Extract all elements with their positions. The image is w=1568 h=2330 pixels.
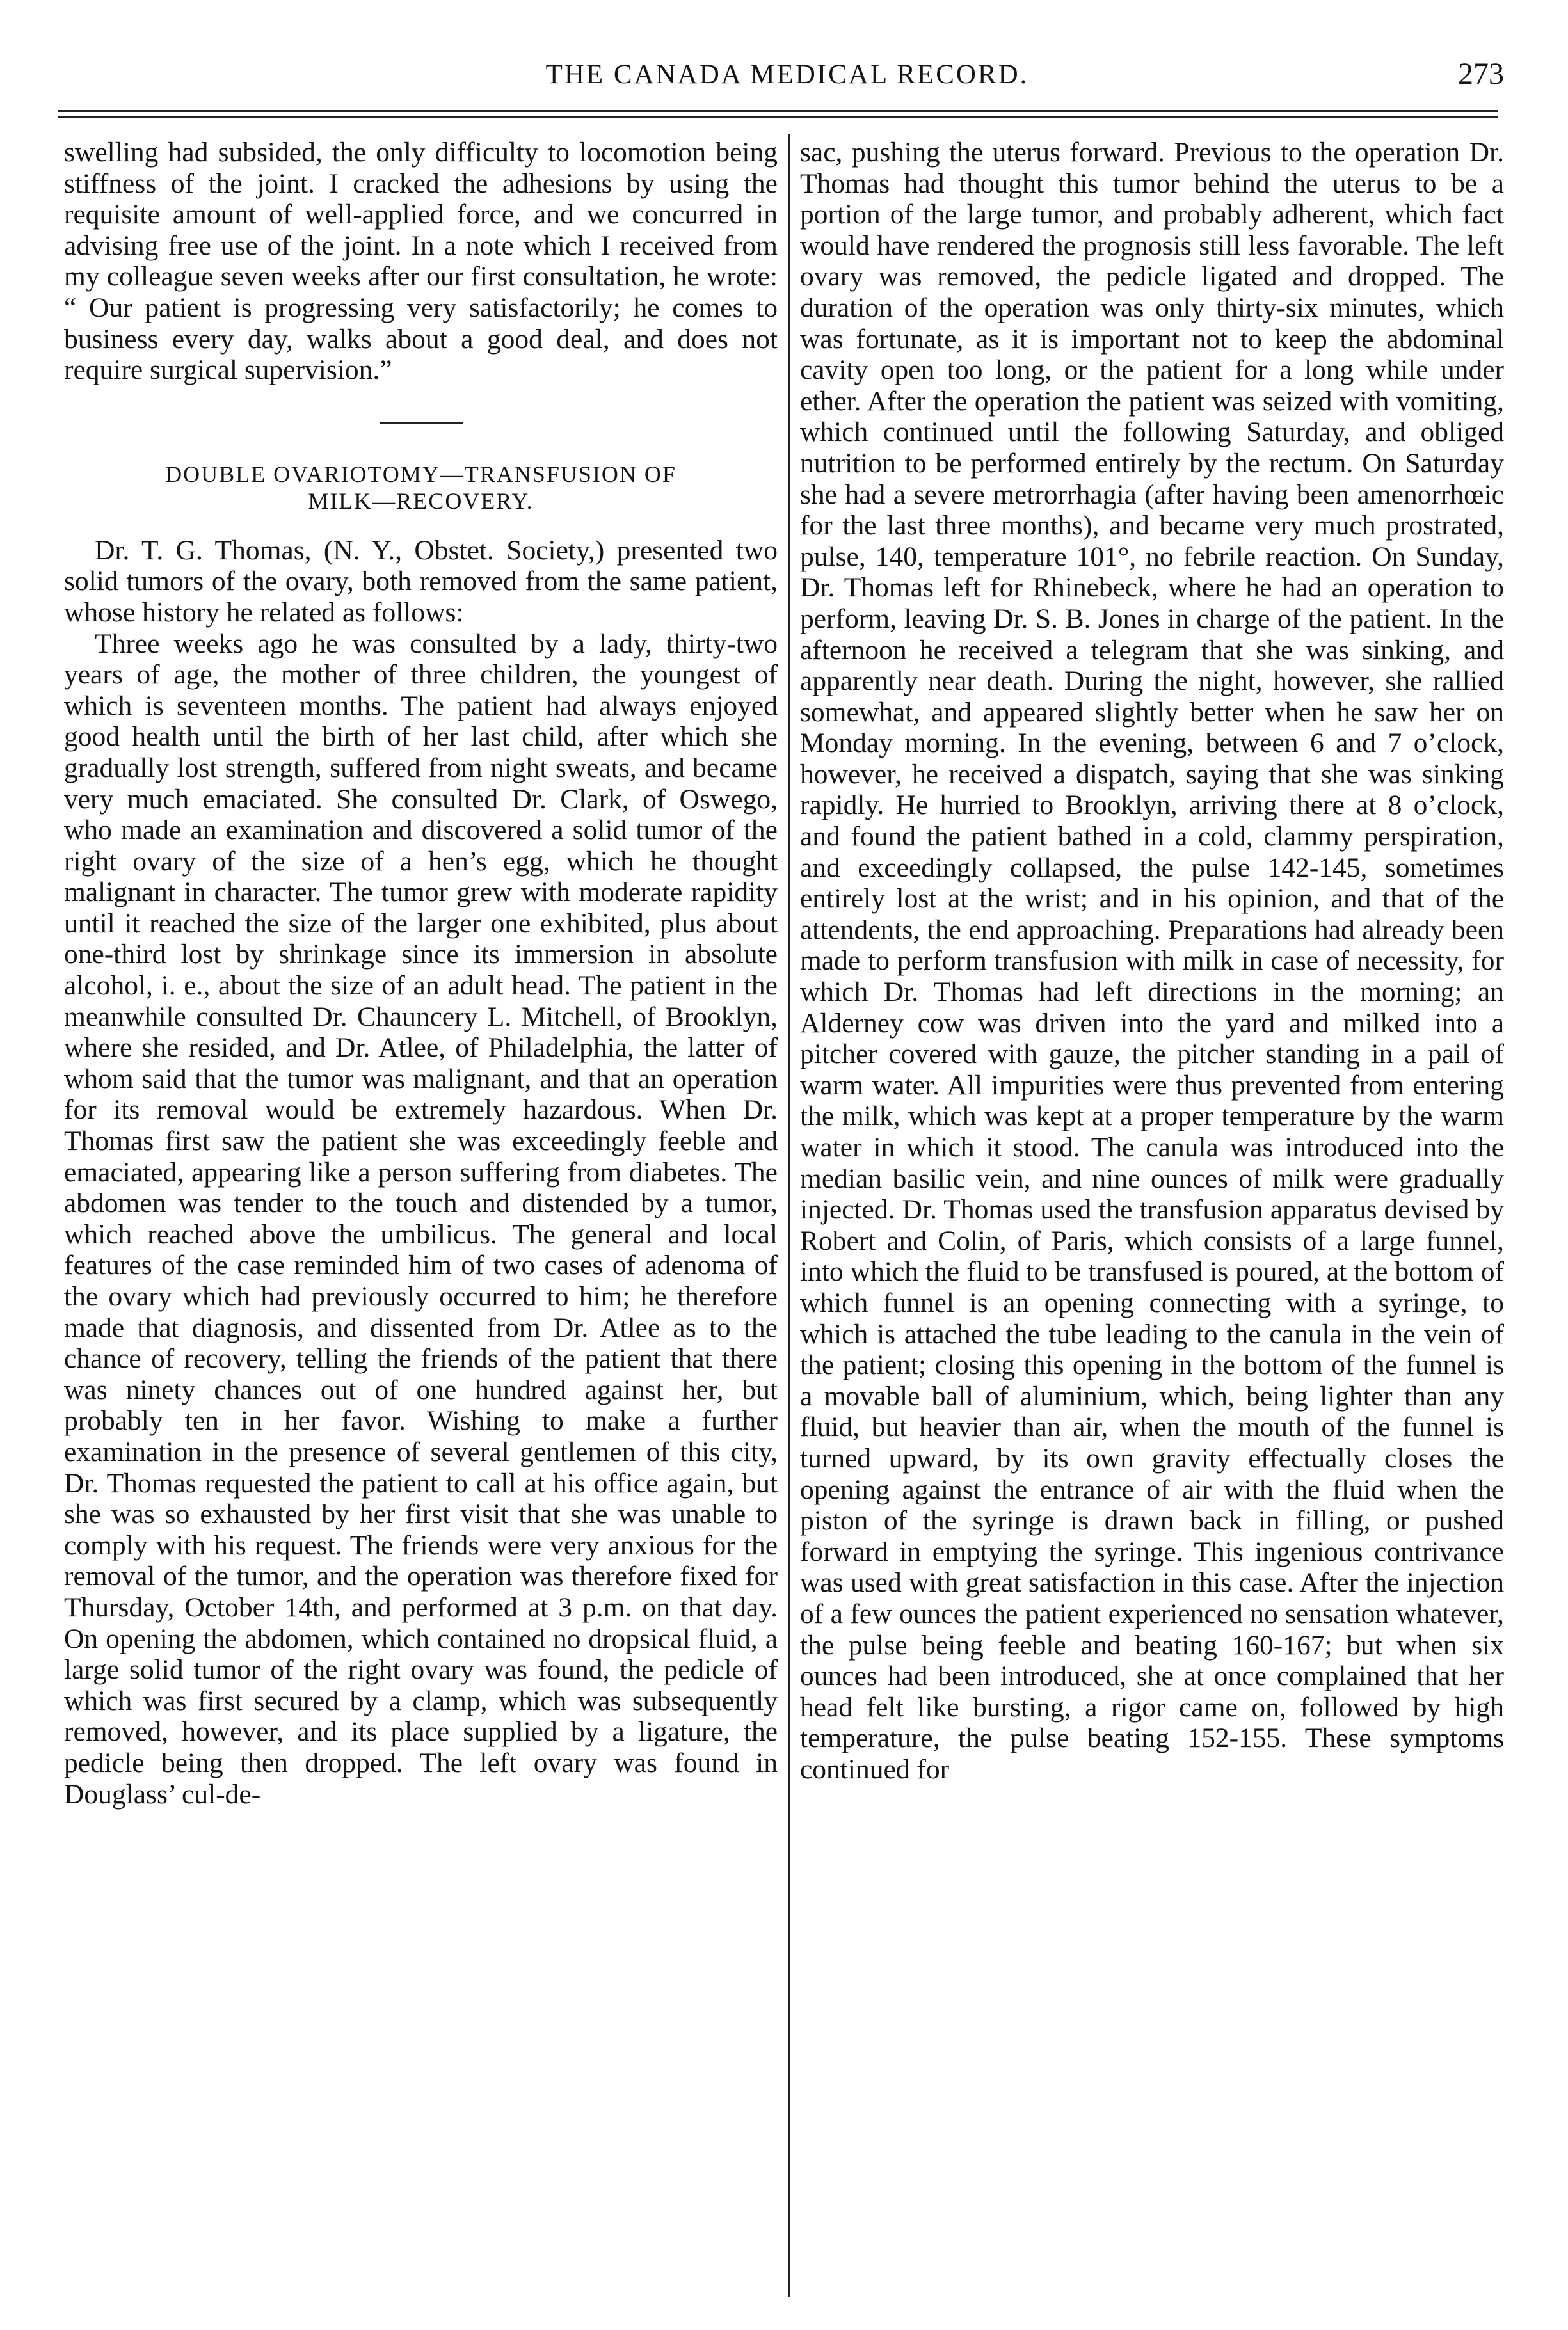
article-heading-line-2: MILK—RECOVERY.	[308, 488, 534, 514]
article-heading	[64, 461, 778, 515]
article-paragraph: sac, pushing the uterus forward. Previous to the operation Dr. Thomas had thought this tumor behind the uterus to be a portion of the large tumor, and probably adherent, which fact would have rendered the prognosis still less favorable. The left ovary was removed, the pedicle ligated and dropped. The duration of the operation was only thirty-six minutes, which was fortunate, as it is important not to keep the abdominal cavity open too long, or the patient for a long while under ether. After the operation the patient was seized with vomiting, which continued until the following Saturday, and obliged nutrition to be performed entirely by the rectum. On Saturday she had a severe metrorrhagia (after having been amenorrhœic for the last three months), and became very much prostrated, pulse, 140, temperature 101°, no febrile reaction. On Sunday, Dr. Thomas left for Rhinebeck, where he had an operation to perform, leaving Dr. S. B. Jones in charge of the patient. In the afternoon he received a telegram that she was sinking, and apparently near death. During the night, however, she rallied somewhat, and appeared slightly better when he saw her on Monday morning. In the evening, between 6 and 7 o’clock, however, he received a dispatch, saying that she was sinking rapidly. He hurried to Brooklyn, arriving there at 8 o’clock, and found the patient bathed in a cold, clammy perspiration, and exceedingly collapsed, the pulse 142-145, sometimes entirely lost at the wrist; and in his opinion, and that of the attendents, the end approaching. Preparations had already been made to perform transfusion with milk in case of necessity, for which Dr. Thomas had left directions in the morning; an Alderney cow was driven into the yard and milked into a pitcher covered with gauze, the pitcher standing in a pail of warm water. All impurities were thus prevented from entering the milk, which was kept at a proper temperature by the warm water in which it stood. The canula was introduced into the median basilic vein, and nine ounces of milk were gradually injected. Dr. Thomas used the transfusion apparatus devised by Robert and Colin, of Paris, which consists of a large funnel, into which the fluid to be transfused is poured, at the bottom of which funnel is an opening connecting with a syringe, to which is attached the tube leading to the canula in the vein of the patient; closing this opening in the bottom of the funnel is a movable ball of aluminium, which, being lighter than any fluid, but heavier than air, when the mouth of the funnel is turned upward, by its own gravity effectually closes the opening against the entrance of air with the fluid when the piston of the syringe is drawn back in filling, or pushed forward in emptying the syringe. This ingenious contrivance was used with great satisfaction in this case. After the injection of a few ounces the patient experienced no sensation whatever, the pulse being feeble and beating 160-167; but when six ounces had been introduced, she at once complained that her head felt like bursting, a rigor came on, followed by high temperature, the pulse beating 152-155. These symptoms continued for	[800, 137, 1504, 1785]
column-divider	[788, 134, 790, 2297]
article-paragraph: Dr. T. G. Thomas, (N. Y., Obstet. Society,) presented two solid tumors of the ovary, both removed from the same patient, whose history he related as follows:	[64, 534, 778, 628]
left-column	[64, 137, 778, 2294]
article-heading-line-1: DOUBLE OVARIOTOMY—TRANSFUSION OF	[165, 461, 676, 487]
running-head	[58, 56, 1517, 95]
header-rule-bottom	[58, 116, 1498, 118]
right-column	[800, 137, 1504, 2294]
page-number: 273	[1458, 57, 1504, 91]
continuation-paragraph: swelling had subsided, the only difficulty to locomotion being stiffness of the joint. I cracked the adhesions by using the requisite amount of well-applied force, and we concurred in advising free use of the joint. In a note which I received from my colleague seven weeks after our first consultation, he wrote: “ Our patient is progressing very satisfactorily; he comes to business every day, walks about a good deal, and does not require surgical supervision.”	[64, 137, 778, 386]
article-paragraph: Three weeks ago he was consulted by a lady, thirty-two years of age, the mother of three children, the youngest of which is seventeen months. The patient had always enjoyed good health until the birth of her last child, after which she gradually lost strength, suffered from night sweats, and became very much emaciated. She consulted Dr. Clark, of Oswego, who made an examination and discovered a solid tumor of the right ovary of the size of a hen’s egg, which he thought malignant in character. The tumor grew with moderate rapidity until it reached the size of the larger one exhibited, plus about one-third lost by shrinkage since its immersion in absolute alcohol, i. e., about the size of an adult head. The patient in the meanwhile consulted Dr. Chauncery L. Mitchell, of Brooklyn, where she resided, and Dr. Atlee, of Philadelphia, the latter of whom said that the tumor was malignant, and that an operation for its removal would be extremely hazardous. When Dr. Thomas first saw the patient she was exceedingly feeble and emaciated, appearing like a person suffering from diabetes. The abdomen was tender to the touch and distended by a tumor, which reached above the umbilicus. The general and local features of the case reminded him of two cases of adenoma of the ovary which had previously occurred to him; he therefore made that diagnosis, and dissented from Dr. Atlee as to the chance of recovery, telling the friends of the patient that there was ninety chances out of one hundred against her, but probably ten in her favor. Wishing to make a further examination in the presence of several gentlemen of this city, Dr. Thomas requested the patient to call at his office again, but she was so exhausted by her first visit that she was unable to comply with his request. The friends were very anxious for the removal of the tumor, and the operation was therefore fixed for Thursday, October 14th, and performed at 3 p.m. on that day. On opening the abdomen, which contained no dropsical fluid, a large solid tumor of the right ovary was found, the pedicle of which was first secured by a clamp, which was subsequently removed, however, and its place supplied by a ligature, the pedicle being then dropped. The left ovary was found in Douglass’ cul-de-	[64, 628, 778, 1810]
journal-title: THE CANADA MEDICAL RECORD.	[545, 60, 1029, 90]
header-rule-top	[58, 110, 1498, 112]
section-separator	[380, 422, 463, 424]
